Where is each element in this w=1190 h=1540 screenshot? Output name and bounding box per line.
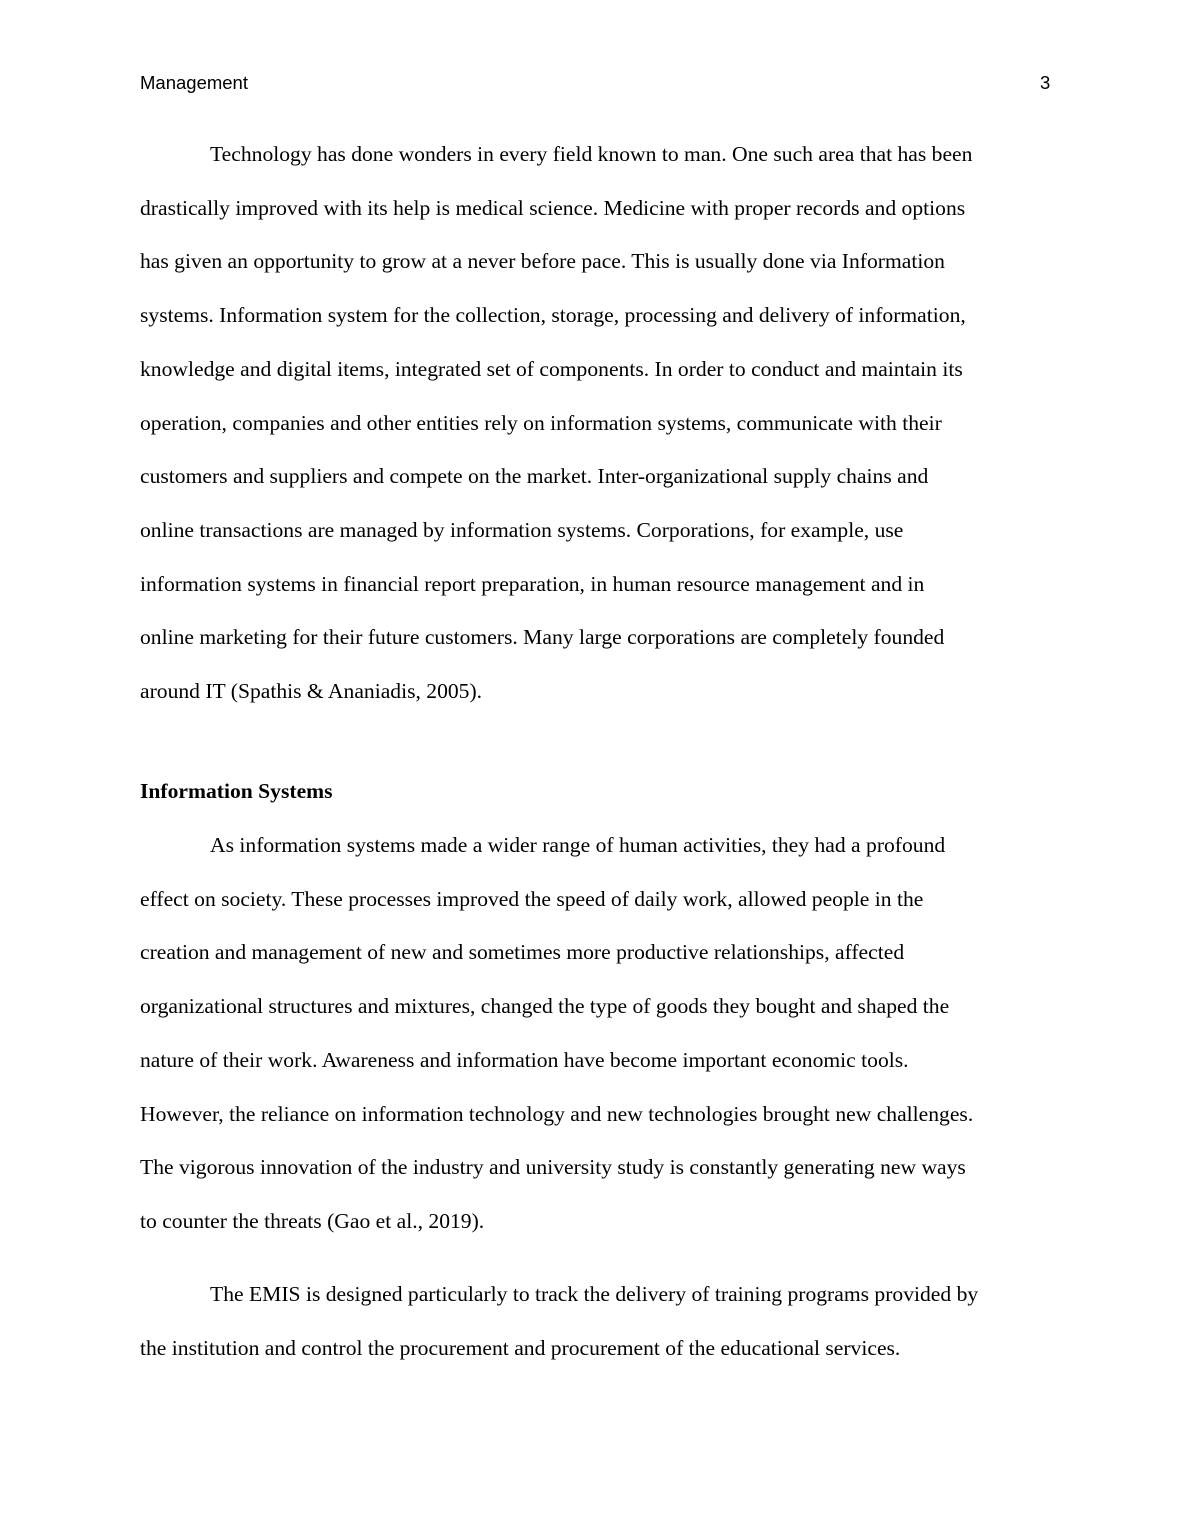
text-line: drastically improved with its help is medical science. Medicine with proper records and options (140, 195, 966, 220)
text-line: The EMIS is designed particularly to track the delivery of training programs provided by (210, 1282, 979, 1306)
text-line: As information systems made a wider range of human activities, they had a profound (210, 833, 946, 857)
text-line: systems. Information system for the collection, storage, processing and delivery of information, (140, 303, 966, 328)
text-line: customers and suppliers and compete on the market. Inter-organizational supply chains and (140, 464, 929, 489)
text-line: nature of their work. Awareness and information have become important economic tools. (140, 1047, 909, 1072)
section-heading: Information Systems (140, 779, 333, 803)
text-line: creation and management of new and sometimes more productive relationships, affected (140, 940, 905, 965)
text-line: However, the reliance on information technology and new technologies brought new challenges. (140, 1101, 974, 1126)
text-line: effect on society. These processes improved the speed of daily work, allowed people in the (140, 886, 924, 911)
text-line: to counter the threats (Gao et al., 2019). (140, 1208, 485, 1233)
text-line: operation, companies and other entities rely on information systems, communicate with their (140, 410, 942, 435)
text-line: around IT (Spathis & Ananiadis, 2005). (140, 679, 483, 703)
text-line: Technology has done wonders in every field known to man. One such area that has been (210, 142, 973, 166)
running-header: Management (140, 72, 248, 93)
text-line: organizational structures and mixtures, changed the type of goods they bought and shaped the (140, 994, 950, 1019)
text-line: has given an opportunity to grow at a never before pace. This is usually done via Information (140, 249, 945, 274)
text-line: The vigorous innovation of the industry and university study is constantly generating new ways (140, 1155, 966, 1180)
text-line: the institution and control the procurement and procurement of the educational services. (140, 1335, 901, 1360)
text-line: online transactions are managed by information systems. Corporations, for example, use (140, 517, 904, 542)
text-line: online marketing for their future customers. Many large corporations are completely founded (140, 625, 945, 650)
text-line: information systems in financial report preparation, in human resource management and in (140, 571, 925, 596)
page-number: 3 (1040, 72, 1051, 93)
text-line: knowledge and digital items, integrated set of components. In order to conduct and maintain its (140, 356, 963, 381)
